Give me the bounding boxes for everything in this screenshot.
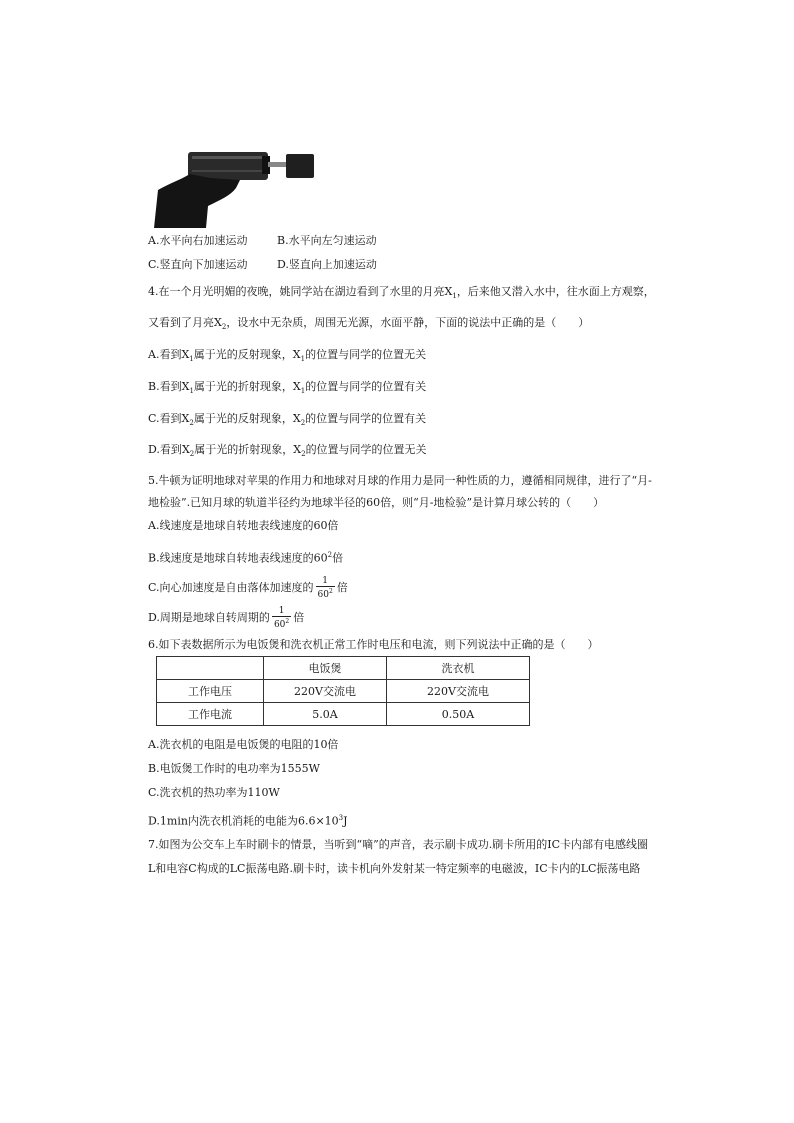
q7-stem-line1: 7.如图为公交车上车时刷卡的情景，当听到“嘀”的声音，表示刷卡成功.刷卡所用的IC卡内部有电感线圈 (148, 838, 648, 851)
fraction: $\frac{1}{60^2}$ (273, 606, 290, 630)
appliance-table (156, 656, 530, 726)
q3-option-b: B.水平向左匀速运动 (277, 234, 377, 247)
q4-option-b: B.看到$X_1$属于光的折射现象，$X_1$的位置与同学的位置有关 (148, 380, 427, 396)
table-cell: 工作电流 (157, 703, 264, 726)
q5-option-d: D.周期是地球自转周期的 $\frac{1}{60^2}$ 倍 (148, 606, 305, 630)
cylinder-icon (188, 152, 270, 180)
table-header-cell: 电饭煲 (264, 657, 387, 680)
table-header-row (157, 657, 530, 680)
table-cell: 220V交流电 (387, 680, 530, 703)
table-cell: 工作电压 (157, 680, 264, 703)
q4-stem-line2: 又看到了月亮$X_2$，设水中无杂质，周围无光源，水面平静，下面的说法中正确的是（ ） (148, 316, 590, 332)
fraction: $\frac{1}{60^2}$ (317, 576, 333, 600)
q5-option-b: B.线速度是地球自转地表线速度的$60^2$倍 (148, 551, 344, 565)
q5-stem-line2: 地检验”.已知月球的轨道半径约为地球半径的60倍，则“月-地检验”是计算月球公转的（ ） (148, 496, 605, 509)
q3-option-a: A.水平向右加速运动 (148, 234, 248, 247)
q6-option-c: C.洗衣机的热功率为110W (148, 786, 280, 799)
q5-option-c: C.向心加速度是自由落体加速度的 $\frac{1}{60^2}$ 倍 (148, 576, 348, 600)
q5-option-a: A.线速度是地球自转地表线速度的60倍 (148, 519, 339, 532)
q6-option-a: A.洗衣机的电阻是电饭煲的电阻的10倍 (148, 738, 339, 751)
piston-icon (268, 154, 314, 178)
q5-stem-line1: 5.牛顿为证明地球对苹果的作用力和地球对月球的作用力是同一种性质的力，遵循相同规律，进行了“月- (148, 474, 652, 487)
table-row (157, 703, 530, 726)
table-row (157, 680, 530, 703)
q4-stem-line1: 4.在一个月光明媚的夜晚，姚同学站在湖边看到了水里的月亮$X_1$，后来他又潜入水中，往水面上方观察， (148, 285, 655, 301)
table-header-cell (157, 657, 264, 680)
q4-option-a: A.看到$X_1$属于光的反射现象，$X_1$的位置与同学的位置无关 (148, 348, 427, 364)
table-cell: 0.50A (387, 703, 530, 726)
q4-option-c: C.看到$X_2$属于光的反射现象，$X_2$的位置与同学的位置有关 (148, 412, 427, 428)
table-header-cell: 洗衣机 (387, 657, 530, 680)
q6-stem: 6.如下表数据所示为电饭煲和洗衣机正常工作时电压和电流，则下列说法中正确的是（ ） (148, 638, 599, 651)
hand-icon (154, 174, 240, 228)
table-cell: 5.0A (264, 703, 387, 726)
q7-stem-line2: L和电容C构成的LC振荡电路.刷卡时，读卡机向外发射某一特定频率的电磁波，IC卡内的LC振荡电路 (148, 862, 641, 875)
q3-option-d: D.竖直向上加速运动 (277, 258, 377, 271)
table-cell: 220V交流电 (264, 680, 387, 703)
q4-option-d: D.看到$X_2$属于光的折射现象，$X_2$的位置与同学的位置无关 (148, 443, 427, 459)
hand-cylinder-figure (150, 150, 320, 230)
q6-option-d: D.1min内洗衣机消耗的电能为$6.6\times 10^3J$ (148, 814, 348, 828)
q3-option-c: C.竖直向下加速运动 (148, 258, 248, 271)
q6-option-b: B.电饭煲工作时的电功率为1555W (148, 762, 320, 775)
